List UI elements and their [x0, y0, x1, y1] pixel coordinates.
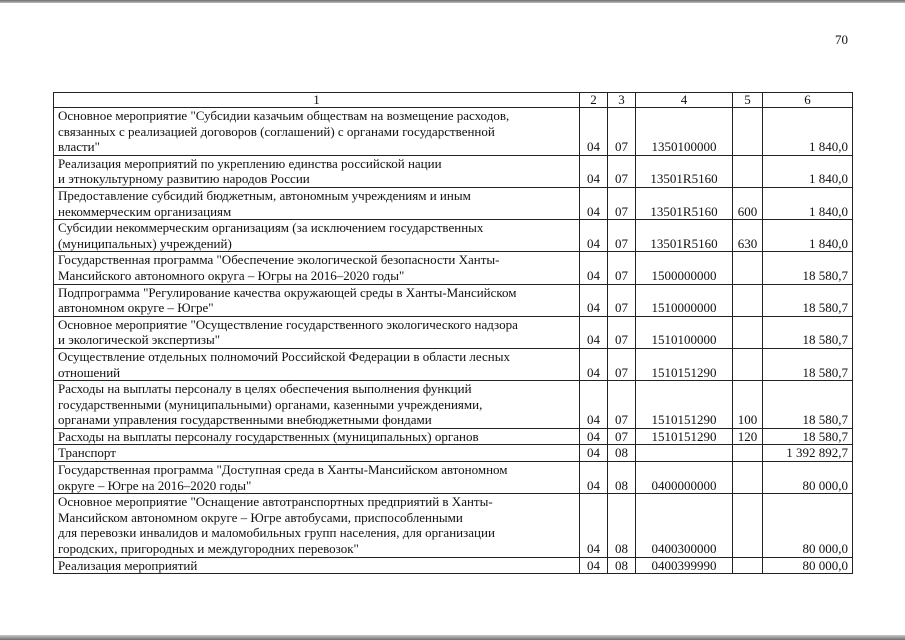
- amount-cell: 1 392 892,7: [763, 445, 853, 462]
- target-article-cell: 0400000000: [636, 462, 733, 494]
- name-cell: [54, 316, 580, 348]
- subsection-cell: 07: [608, 108, 636, 156]
- amount-cell: 1 840,0: [763, 108, 853, 156]
- section-cell: 04: [580, 220, 608, 252]
- amount-cell: 1 840,0: [763, 187, 853, 219]
- table-row: [54, 348, 853, 380]
- target-article-cell: 1510151290: [636, 381, 733, 429]
- section-cell: 04: [580, 462, 608, 494]
- expense-type-cell: [733, 557, 763, 574]
- target-article-cell: 13501R5160: [636, 220, 733, 252]
- name-cell: [54, 381, 580, 429]
- table-row: [54, 108, 853, 156]
- section-cell: 04: [580, 284, 608, 316]
- row-name-text: Государственная программа "Обеспечение экологической безопасности Ханты- Мансийского автономного округа – Югры на 2016–2020 годы": [58, 252, 500, 283]
- section-cell: 04: [580, 428, 608, 445]
- expense-type-cell: [733, 316, 763, 348]
- expense-type-cell: 120: [733, 428, 763, 445]
- expense-type-cell: [733, 155, 763, 187]
- amount-cell: 18 580,7: [763, 428, 853, 445]
- header-cell: 1: [54, 93, 580, 108]
- name-cell: [54, 284, 580, 316]
- name-cell: [54, 445, 580, 462]
- row-name-text: Субсидии некоммерческим организациям (за исключением государственных (муниципальных) учреждений): [58, 220, 484, 251]
- table-row: [54, 220, 853, 252]
- amount-cell: 80 000,0: [763, 557, 853, 574]
- section-cell: 04: [580, 381, 608, 429]
- subsection-cell: 08: [608, 462, 636, 494]
- name-cell: [54, 557, 580, 574]
- table-row: [54, 155, 853, 187]
- row-name-text: Расходы на выплаты персоналу государственных (муниципальных) органов: [58, 428, 479, 444]
- expense-type-cell: [733, 348, 763, 380]
- name-cell: [54, 155, 580, 187]
- amount-cell: 18 580,7: [763, 316, 853, 348]
- target-article-cell: [636, 445, 733, 462]
- subsection-cell: 07: [608, 316, 636, 348]
- table-row: [54, 316, 853, 348]
- subsection-cell: 08: [608, 557, 636, 574]
- table-row: [54, 428, 853, 445]
- row-name-text: Основное мероприятие "Осуществление государственного экологического надзора и экологической экспертизы": [58, 316, 518, 348]
- amount-cell: 1 840,0: [763, 155, 853, 187]
- expense-type-cell: [733, 108, 763, 156]
- row-name-text: Основное мероприятие "Оснащение автотранспортных предприятий в Ханты- Мансийском автономном округе – Югре автобусами, приспособленными для перевозки инвалидов и маломобильных групп населения, для организации городских, пригородных и междугородних перевозок": [58, 494, 495, 557]
- table-row: [54, 381, 853, 429]
- amount-cell: 80 000,0: [763, 494, 853, 557]
- section-cell: 04: [580, 316, 608, 348]
- amount-cell: 80 000,0: [763, 462, 853, 494]
- section-cell: 04: [580, 348, 608, 380]
- name-cell: [54, 428, 580, 445]
- subsection-cell: 07: [608, 187, 636, 219]
- subsection-cell: 07: [608, 348, 636, 380]
- header-cell: 6: [763, 93, 853, 108]
- budget-table: [53, 92, 853, 574]
- section-cell: 04: [580, 187, 608, 219]
- subsection-cell: 07: [608, 284, 636, 316]
- row-name-text: Осуществление отдельных полномочий Российской Федерации в области лесных отношений: [58, 348, 510, 380]
- table-row: [54, 462, 853, 494]
- scan-bottom-edge: [0, 635, 905, 640]
- table-row: [54, 557, 853, 574]
- name-cell: [54, 187, 580, 219]
- name-cell: [54, 108, 580, 156]
- subsection-cell: 07: [608, 155, 636, 187]
- subsection-cell: 08: [608, 494, 636, 557]
- subsection-cell: 07: [608, 220, 636, 252]
- subsection-cell: 08: [608, 445, 636, 462]
- subsection-cell: 07: [608, 381, 636, 429]
- name-cell: [54, 348, 580, 380]
- row-name-text: Предоставление субсидий бюджетным, автономным учреждениям и иным некоммерческим организациям: [58, 187, 471, 219]
- expense-type-cell: [733, 445, 763, 462]
- target-article-cell: 1510100000: [636, 316, 733, 348]
- target-article-cell: 1510000000: [636, 284, 733, 316]
- table-row: [54, 187, 853, 219]
- expense-type-cell: [733, 494, 763, 557]
- name-cell: [54, 462, 580, 494]
- row-name-text: Расходы на выплаты персоналу в целях обеспечения выполнения функций государственными (муниципальными) органами, казенными учреждениями, органами управления государственными внебюджетными фондами: [58, 381, 483, 428]
- row-name-text: Государственная программа "Доступная среда в Ханты-Мансийском автономном округе – Югре на 2016–2020 годы": [58, 462, 508, 493]
- target-article-cell: 1500000000: [636, 252, 733, 284]
- expense-type-cell: 600: [733, 187, 763, 219]
- row-name-text: Реализация мероприятий: [58, 557, 198, 573]
- expense-type-cell: [733, 284, 763, 316]
- scan-top-edge: [0, 0, 905, 3]
- header-cell: 2: [580, 93, 608, 108]
- subsection-cell: 07: [608, 252, 636, 284]
- name-cell: [54, 220, 580, 252]
- expense-type-cell: [733, 462, 763, 494]
- row-name-text: Реализация мероприятий по укреплению единства российской нации и этнокультурному развитию народов России: [58, 155, 442, 187]
- amount-cell: 18 580,7: [763, 284, 853, 316]
- table-row: [54, 445, 853, 462]
- section-cell: 04: [580, 557, 608, 574]
- amount-cell: 18 580,7: [763, 252, 853, 284]
- table-row: [54, 284, 853, 316]
- header-cell: 4: [636, 93, 733, 108]
- expense-type-cell: 630: [733, 220, 763, 252]
- amount-cell: 18 580,7: [763, 381, 853, 429]
- row-name-text: Подпрограмма "Регулирование качества окружающей среды в Ханты-Мансийском автономном округе – Югре": [58, 284, 517, 316]
- amount-cell: 18 580,7: [763, 348, 853, 380]
- expense-type-cell: 100: [733, 381, 763, 429]
- section-cell: 04: [580, 494, 608, 557]
- target-article-cell: 1510151290: [636, 348, 733, 380]
- table-header-row: [54, 93, 853, 108]
- amount-cell: 1 840,0: [763, 220, 853, 252]
- row-name-text: Основное мероприятие "Субсидии казачьим обществам на возмещение расходов, связанных с реализацией договоров (соглашений) с органами государственной власти": [58, 108, 510, 155]
- target-article-cell: 13501R5160: [636, 155, 733, 187]
- target-article-cell: 1510151290: [636, 428, 733, 445]
- name-cell: [54, 494, 580, 557]
- table-row: [54, 494, 853, 557]
- target-article-cell: 1350100000: [636, 108, 733, 156]
- expense-type-cell: [733, 252, 763, 284]
- header-cell: 3: [608, 93, 636, 108]
- header-cell: 5: [733, 93, 763, 108]
- section-cell: 04: [580, 108, 608, 156]
- subsection-cell: 07: [608, 428, 636, 445]
- section-cell: 04: [580, 155, 608, 187]
- page-number: 70: [835, 32, 848, 47]
- section-cell: 04: [580, 445, 608, 462]
- budget-table-body: [54, 93, 853, 574]
- name-cell: [54, 252, 580, 284]
- row-name-text: Транспорт: [58, 445, 116, 461]
- table-row: [54, 252, 853, 284]
- target-article-cell: 13501R5160: [636, 187, 733, 219]
- target-article-cell: 0400399990: [636, 557, 733, 574]
- target-article-cell: 0400300000: [636, 494, 733, 557]
- section-cell: 04: [580, 252, 608, 284]
